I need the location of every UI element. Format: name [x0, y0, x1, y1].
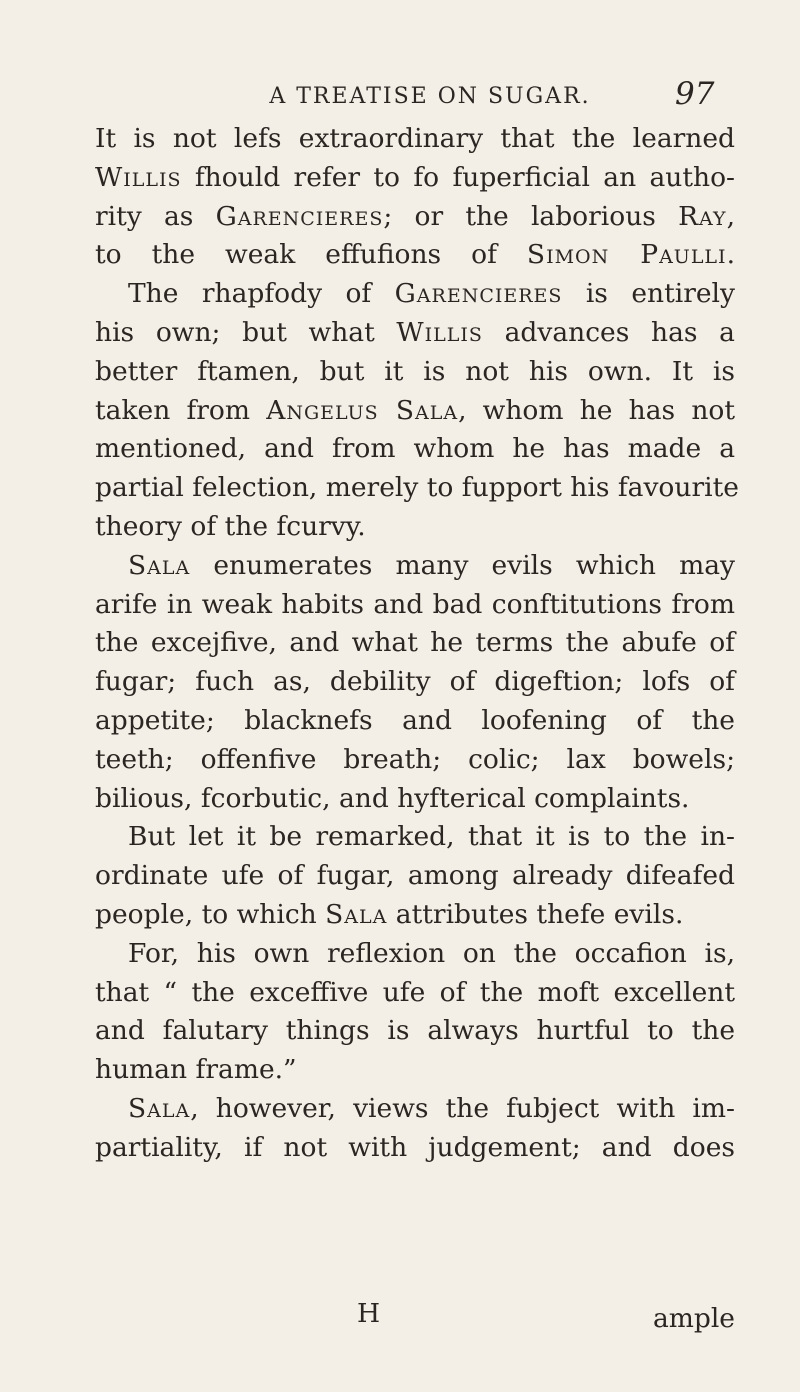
text-run: It is not lefs extraordinary that the learned	[95, 123, 735, 154]
text-line	[95, 935, 735, 974]
proper-name: Garencieres	[215, 200, 384, 232]
text-line	[95, 547, 735, 586]
text-line	[95, 392, 735, 431]
text-run: to the weak effufions of	[95, 239, 527, 271]
text-line	[95, 508, 735, 547]
text-run: theory of the fcurvy.	[95, 510, 366, 542]
text-run: mentioned, and from whom he has made a	[95, 433, 735, 465]
text-run: , however, views the fubject with im-	[190, 1092, 735, 1124]
text-line	[95, 741, 735, 780]
text-run: attributes thefe evils.	[387, 898, 684, 930]
text-line	[95, 1129, 735, 1168]
proper-name: Angelus Sala	[266, 394, 459, 426]
text-run: advances has a	[482, 316, 735, 348]
text-line	[95, 857, 735, 896]
text-line	[95, 586, 735, 625]
signature-mark: H	[357, 1298, 381, 1329]
text-line	[95, 974, 735, 1013]
text-run: partiality, if not with judgement; and does	[95, 1131, 735, 1163]
text-run: fhould refer to fo fuperficial an autho-	[181, 161, 735, 193]
text-run: appetite; blacknefs and loofening of the	[95, 704, 735, 736]
text-run: For, his own reflexion on the occafion is,	[128, 937, 735, 969]
text-run: ordinate ufe of fugar, among already difeafed	[95, 860, 735, 892]
text-run: .	[726, 239, 735, 271]
text-line	[95, 469, 739, 508]
text-line	[95, 780, 735, 819]
proper-name: Garencieres	[394, 278, 563, 310]
text-line	[95, 702, 735, 741]
text-line	[95, 1051, 735, 1090]
text-line	[95, 314, 735, 353]
text-run: But let it be remarked, that it is to the in-	[128, 821, 735, 853]
proper-name: Sala	[128, 549, 191, 581]
proper-name: Ray	[678, 200, 727, 232]
text-run: and falutary things is always hurtful to the	[95, 1015, 735, 1047]
proper-name: Willis	[95, 161, 182, 193]
page-number: 97	[675, 76, 715, 112]
text-run: enumerates many evils which may	[190, 549, 735, 581]
text-line	[95, 236, 735, 275]
text-run: The rhapfody of	[128, 278, 395, 310]
proper-name: Willis	[396, 316, 483, 348]
text-line	[95, 120, 735, 159]
text-line	[95, 159, 735, 198]
text-run: that “ the exceffive ufe of the moft excellent	[95, 976, 735, 1008]
text-line	[95, 430, 735, 469]
text-run: arife in weak habits and bad conftitutions from	[95, 588, 735, 620]
proper-name: Simon Paulli	[526, 239, 727, 271]
text-run: , whom he has not	[458, 394, 735, 426]
text-run: human frame.”	[95, 1054, 297, 1086]
page-footer	[95, 1298, 735, 1342]
text-run: his own; but what	[95, 316, 397, 348]
text-run: bilious, fcorbutic, and hyfterical complaints.	[95, 782, 690, 814]
body-text	[95, 120, 739, 1168]
proper-name: Sala	[325, 898, 388, 930]
text-line	[95, 353, 735, 392]
text-run: the excejfive, and what he terms the abufe of	[95, 627, 735, 659]
text-line	[95, 1012, 735, 1051]
text-run: is entirely	[562, 278, 735, 310]
text-line	[95, 198, 735, 237]
text-run: taken from	[95, 394, 267, 426]
text-run: teeth; offenfive breath; colic; lax bowels;	[95, 743, 735, 775]
proper-name: Sala	[128, 1092, 191, 1124]
text-run: people, to which	[95, 898, 326, 930]
text-line	[95, 818, 735, 857]
text-run: rity as	[95, 200, 216, 232]
catchword: ample	[652, 1303, 735, 1334]
text-run: ; or the laborious	[383, 200, 679, 232]
text-line	[95, 896, 735, 935]
text-line	[95, 663, 735, 702]
text-line	[95, 275, 735, 314]
text-run: ,	[726, 200, 735, 232]
text-run: fugar; fuch as, debility of digeftion; lofs of	[95, 666, 735, 698]
running-title: A TREATISE ON SUGAR.	[269, 84, 591, 109]
text-line	[95, 1090, 735, 1129]
text-run: better ftamen, but it is not his own. It is	[95, 355, 735, 387]
text-run: partial felection, merely to fupport his favourite	[95, 472, 739, 504]
text-line	[95, 624, 735, 663]
